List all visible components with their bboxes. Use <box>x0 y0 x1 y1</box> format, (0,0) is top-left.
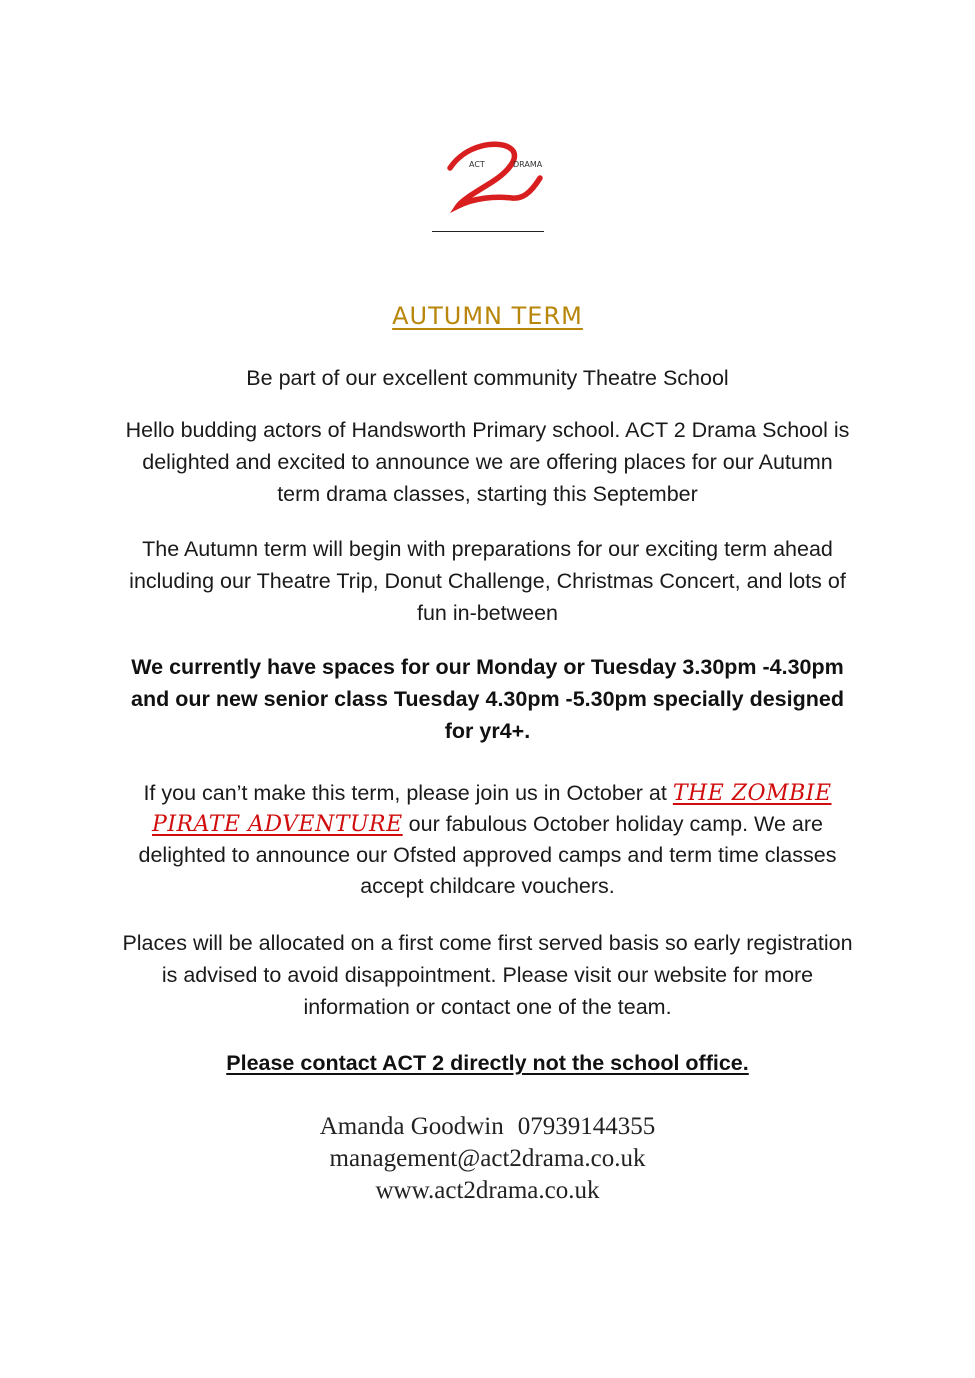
contact-phone[interactable]: 07939144355 <box>517 1113 656 1140</box>
logo-divider <box>432 231 544 232</box>
logo-drama-text: DRAMA <box>513 160 543 169</box>
act2-drama-logo <box>436 138 548 214</box>
contact-name-line <box>0 1111 975 1143</box>
act2-logo-icon <box>436 138 548 214</box>
autumn-term-heading: AUTUMN TERM <box>392 302 583 330</box>
contact-notice <box>0 1047 975 1079</box>
logo-act-text: ACT <box>469 160 485 169</box>
october-text-after: our fabulous October holiday camp. We are delighted to announce our Ofsted approved camps and term time classes accept childcare vouchers. <box>138 812 837 898</box>
contact-name: Amanda Goodwin <box>319 1113 504 1140</box>
october-paragraph <box>110 778 865 902</box>
contact-website[interactable]: www.act2drama.co.uk <box>375 1177 600 1204</box>
term-paragraph: The Autumn term will begin with preparations for our exciting term ahead including our Theatre Trip, Donut Challenge, Christmas Concert, and lots of fun in-between <box>129 537 846 625</box>
page-title <box>0 302 975 330</box>
intro-paragraph: Be part of our excellent community Theatre School <box>246 366 729 390</box>
contact-email[interactable]: management@act2drama.co.uk <box>329 1145 646 1172</box>
spaces-paragraph: We currently have spaces for our Monday or Tuesday 3.30pm -4.30pm and our new senior class Tuesday 4.30pm -5.30pm specially designed for yr4+. <box>131 655 844 743</box>
places-paragraph: Places will be allocated on a first come first served basis so early registration is advised to avoid disappointment. Please visit our website for more information or contact one of the team. <box>122 931 853 1019</box>
zombie-pirate-adventure-link[interactable]: THE ZOMBIE PIRATE ADVENTURE <box>152 781 832 837</box>
contact-notice-text: Please contact ACT 2 directly not the school office. <box>226 1051 749 1075</box>
welcome-paragraph: Hello budding actors of Handsworth Primary school. ACT 2 Drama School is delighted and excited to announce we are offering places for our Autumn term drama classes, starting this September <box>125 418 850 506</box>
october-text-before: If you can’t make this term, please join us in October at <box>143 781 673 805</box>
